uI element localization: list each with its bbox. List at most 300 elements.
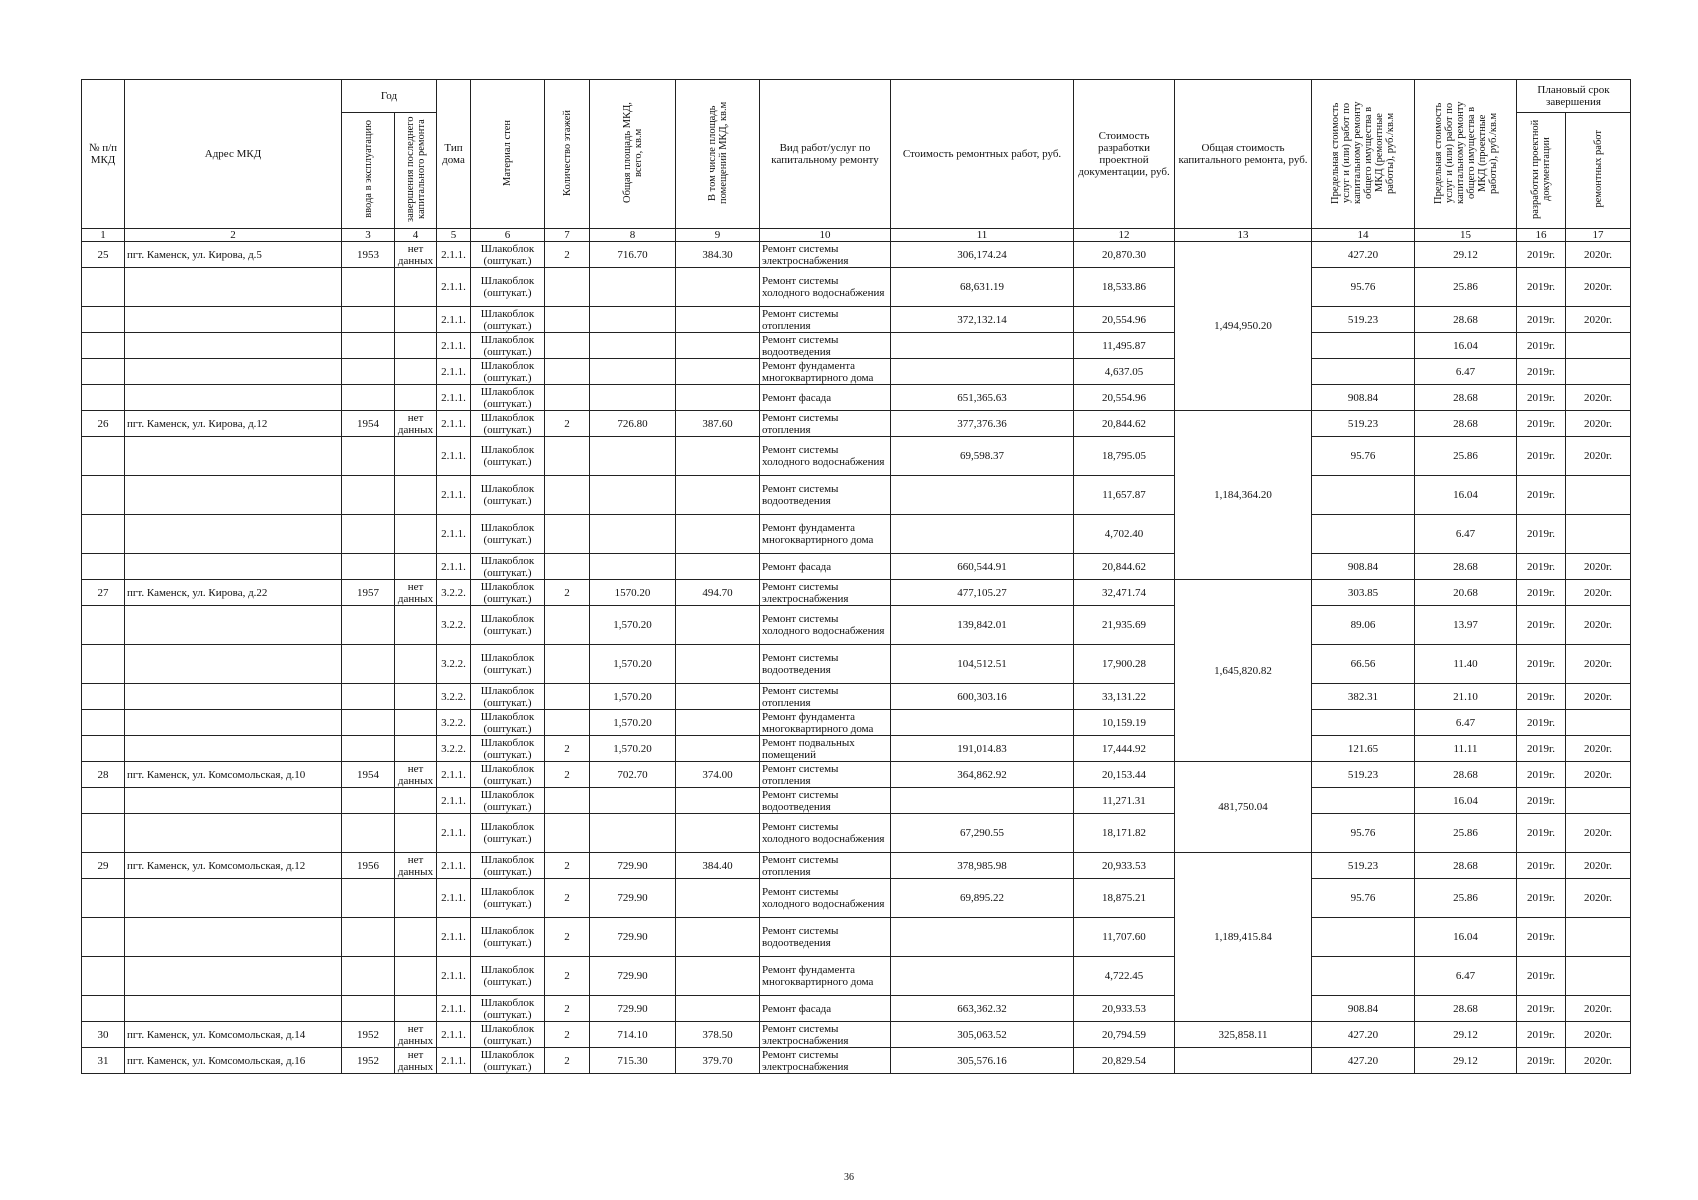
cell-repair-cost: 69,598.37 <box>891 437 1074 476</box>
cell-total-area <box>590 788 676 814</box>
cell-repair-cost: 191,014.83 <box>891 736 1074 762</box>
cell-limit-repair <box>1312 710 1415 736</box>
cell-house-type: 2.1.1. <box>437 957 471 996</box>
table-row <box>82 385 1631 411</box>
cell-limit-design: 25.86 <box>1415 268 1517 307</box>
col-header-design-cost: Стоимость разработки проектной документации, руб. <box>1074 80 1175 229</box>
cell-row-number <box>82 268 125 307</box>
cell-house-type: 2.1.1. <box>437 918 471 957</box>
cell-plan-design: 2019г. <box>1517 957 1566 996</box>
col-header-plan-design: разработки проектной документации <box>1517 113 1566 229</box>
cell-year-last-repair <box>395 606 437 645</box>
cell-work-type: Ремонт фундамента многоквартирного дома <box>760 710 891 736</box>
table-row <box>82 1022 1631 1048</box>
cell-address <box>125 268 342 307</box>
cell-year-commissioned <box>342 918 395 957</box>
table-row <box>82 268 1631 307</box>
cell-limit-design: 25.86 <box>1415 814 1517 853</box>
column-number: 9 <box>676 229 760 242</box>
cell-design-cost: 20,554.96 <box>1074 307 1175 333</box>
cell-plan-design: 2019г. <box>1517 814 1566 853</box>
table-row <box>82 762 1631 788</box>
cell-premises-area <box>676 736 760 762</box>
cell-floors: 2 <box>545 918 590 957</box>
cell-year-commissioned <box>342 788 395 814</box>
cell-floors: 2 <box>545 996 590 1022</box>
cell-row-number <box>82 333 125 359</box>
cell-premises-area <box>676 996 760 1022</box>
cell-work-type: Ремонт системы холодного водоснабжения <box>760 268 891 307</box>
cell-floors: 2 <box>545 762 590 788</box>
cell-design-cost: 20,829.54 <box>1074 1048 1175 1074</box>
cell-floors <box>545 645 590 684</box>
cell-repair-cost <box>891 918 1074 957</box>
cell-total-cost: 1,189,415.84 <box>1175 853 1312 1022</box>
cell-plan-design: 2019г. <box>1517 242 1566 268</box>
cell-year-last-repair <box>395 645 437 684</box>
cell-limit-design: 6.47 <box>1415 359 1517 385</box>
cell-row-number <box>82 736 125 762</box>
cell-design-cost: 20,554.96 <box>1074 385 1175 411</box>
cell-repair-cost <box>891 476 1074 515</box>
cell-year-last-repair <box>395 437 437 476</box>
column-number-row <box>82 229 1631 242</box>
table-row <box>82 853 1631 879</box>
cell-address <box>125 385 342 411</box>
cell-work-type: Ремонт системы холодного водоснабжения <box>760 437 891 476</box>
cell-row-number <box>82 606 125 645</box>
cell-plan-repair: 2020г. <box>1566 736 1631 762</box>
cell-row-number <box>82 515 125 554</box>
cell-floors: 2 <box>545 879 590 918</box>
table-row <box>82 359 1631 385</box>
cell-wall-material: Шлакоблок (оштукат.) <box>471 957 545 996</box>
cell-wall-material: Шлакоблок (оштукат.) <box>471 606 545 645</box>
cell-premises-area <box>676 918 760 957</box>
cell-house-type: 2.1.1. <box>437 996 471 1022</box>
cell-limit-repair: 908.84 <box>1312 385 1415 411</box>
cell-row-number <box>82 359 125 385</box>
cell-address: пгт. Каменск, ул. Комсомольская, д.16 <box>125 1048 342 1074</box>
cell-plan-repair <box>1566 515 1631 554</box>
cell-address: пгт. Каменск, ул. Кирова, д.22 <box>125 580 342 606</box>
cell-year-last-repair <box>395 710 437 736</box>
table-row <box>82 736 1631 762</box>
cell-plan-repair: 2020г. <box>1566 580 1631 606</box>
cell-repair-cost: 306,174.24 <box>891 242 1074 268</box>
cell-premises-area <box>676 957 760 996</box>
cell-address <box>125 476 342 515</box>
col-header-work-type: Вид работ/услуг по капитальному ремонту <box>760 80 891 229</box>
cell-year-commissioned <box>342 684 395 710</box>
cell-year-last-repair: нет данных <box>395 1048 437 1074</box>
cell-address <box>125 918 342 957</box>
cell-limit-repair: 519.23 <box>1312 853 1415 879</box>
cell-year-commissioned <box>342 515 395 554</box>
cell-repair-cost: 372,132.14 <box>891 307 1074 333</box>
cell-address <box>125 996 342 1022</box>
cell-repair-cost: 477,105.27 <box>891 580 1074 606</box>
cell-work-type: Ремонт системы водоотведения <box>760 645 891 684</box>
cell-limit-design: 29.12 <box>1415 1022 1517 1048</box>
cell-design-cost: 11,657.87 <box>1074 476 1175 515</box>
cell-plan-repair <box>1566 918 1631 957</box>
table-row <box>82 554 1631 580</box>
cell-design-cost: 18,533.86 <box>1074 268 1175 307</box>
cell-limit-repair <box>1312 918 1415 957</box>
col-header-plan-group: Плановый срок завершения <box>1517 80 1631 113</box>
cell-design-cost: 20,844.62 <box>1074 411 1175 437</box>
cell-address <box>125 814 342 853</box>
cell-year-last-repair: нет данных <box>395 580 437 606</box>
cell-plan-repair: 2020г. <box>1566 606 1631 645</box>
column-number: 2 <box>125 229 342 242</box>
cell-wall-material: Шлакоблок (оштукат.) <box>471 515 545 554</box>
cell-total-area: 726.80 <box>590 411 676 437</box>
cell-limit-design: 29.12 <box>1415 1048 1517 1074</box>
cell-premises-area <box>676 554 760 580</box>
cell-work-type: Ремонт системы холодного водоснабжения <box>760 879 891 918</box>
table-row <box>82 645 1631 684</box>
cell-work-type: Ремонт фундамента многоквартирного дома <box>760 359 891 385</box>
cell-repair-cost: 377,376.36 <box>891 411 1074 437</box>
cell-house-type: 2.1.1. <box>437 879 471 918</box>
cell-row-number: 28 <box>82 762 125 788</box>
cell-premises-area: 494.70 <box>676 580 760 606</box>
cell-limit-repair: 303.85 <box>1312 580 1415 606</box>
cell-plan-design: 2019г. <box>1517 853 1566 879</box>
cell-address: пгт. Каменск, ул. Кирова, д.5 <box>125 242 342 268</box>
col-header-house-type: Тип дома <box>437 80 471 229</box>
cell-plan-design: 2019г. <box>1517 996 1566 1022</box>
cell-floors <box>545 515 590 554</box>
cell-repair-cost: 139,842.01 <box>891 606 1074 645</box>
cell-limit-repair: 427.20 <box>1312 1022 1415 1048</box>
cell-limit-repair: 427.20 <box>1312 242 1415 268</box>
cell-house-type: 3.2.2. <box>437 736 471 762</box>
cell-work-type: Ремонт системы электроснабжения <box>760 1048 891 1074</box>
col-header-repair-cost: Стоимость ремонтных работ, руб. <box>891 80 1074 229</box>
cell-floors <box>545 554 590 580</box>
cell-repair-cost: 69,895.22 <box>891 879 1074 918</box>
cell-repair-cost <box>891 710 1074 736</box>
cell-total-cost: 1,645,820.82 <box>1175 580 1312 762</box>
cell-plan-design: 2019г. <box>1517 918 1566 957</box>
cell-work-type: Ремонт системы электроснабжения <box>760 1022 891 1048</box>
column-number: 6 <box>471 229 545 242</box>
cell-floors: 2 <box>545 580 590 606</box>
cell-year-commissioned: 1952 <box>342 1022 395 1048</box>
cell-row-number <box>82 879 125 918</box>
column-number: 5 <box>437 229 471 242</box>
table-row <box>82 710 1631 736</box>
cell-house-type: 2.1.1. <box>437 554 471 580</box>
cell-limit-design: 28.68 <box>1415 307 1517 333</box>
cell-repair-cost: 104,512.51 <box>891 645 1074 684</box>
cell-plan-repair: 2020г. <box>1566 684 1631 710</box>
cell-total-area <box>590 333 676 359</box>
cell-house-type: 2.1.1. <box>437 814 471 853</box>
cell-limit-design: 6.47 <box>1415 957 1517 996</box>
table-row <box>82 411 1631 437</box>
cell-plan-design: 2019г. <box>1517 1022 1566 1048</box>
header-row-top <box>82 80 1631 113</box>
page-number: 36 <box>844 1172 854 1183</box>
cell-work-type: Ремонт системы отопления <box>760 411 891 437</box>
cell-floors: 2 <box>545 736 590 762</box>
cell-total-area <box>590 268 676 307</box>
cell-plan-repair: 2020г. <box>1566 411 1631 437</box>
cell-premises-area <box>676 437 760 476</box>
cell-work-type: Ремонт системы отопления <box>760 762 891 788</box>
cell-work-type: Ремонт фасада <box>760 385 891 411</box>
cell-total-area <box>590 515 676 554</box>
cell-address: пгт. Каменск, ул. Комсомольская, д.12 <box>125 853 342 879</box>
cell-year-commissioned <box>342 645 395 684</box>
cell-repair-cost: 600,303.16 <box>891 684 1074 710</box>
cell-floors <box>545 814 590 853</box>
cell-premises-area <box>676 710 760 736</box>
cell-year-commissioned <box>342 957 395 996</box>
cell-total-area: 1,570.20 <box>590 606 676 645</box>
cell-limit-repair <box>1312 788 1415 814</box>
cell-house-type: 2.1.1. <box>437 359 471 385</box>
table-row <box>82 1048 1631 1074</box>
cell-year-commissioned <box>342 606 395 645</box>
cell-work-type: Ремонт системы холодного водоснабжения <box>760 814 891 853</box>
cell-wall-material: Шлакоблок (оштукат.) <box>471 710 545 736</box>
cell-floors <box>545 385 590 411</box>
cell-design-cost: 4,722.45 <box>1074 957 1175 996</box>
cell-total-cost: 1,184,364.20 <box>1175 411 1312 580</box>
cell-design-cost: 11,495.87 <box>1074 333 1175 359</box>
cell-plan-repair: 2020г. <box>1566 814 1631 853</box>
table-row <box>82 580 1631 606</box>
cell-premises-area: 387.60 <box>676 411 760 437</box>
cell-limit-design: 28.68 <box>1415 385 1517 411</box>
cell-total-area: 715.30 <box>590 1048 676 1074</box>
cell-design-cost: 20,844.62 <box>1074 554 1175 580</box>
cell-total-area: 729.90 <box>590 853 676 879</box>
cell-design-cost: 21,935.69 <box>1074 606 1175 645</box>
cell-row-number <box>82 476 125 515</box>
cell-work-type: Ремонт фасада <box>760 554 891 580</box>
table-row <box>82 957 1631 996</box>
cell-year-commissioned <box>342 268 395 307</box>
cell-plan-repair: 2020г. <box>1566 996 1631 1022</box>
column-number: 7 <box>545 229 590 242</box>
cell-plan-repair: 2020г. <box>1566 1048 1631 1074</box>
cell-wall-material: Шлакоблок (оштукат.) <box>471 762 545 788</box>
cell-limit-design: 16.04 <box>1415 918 1517 957</box>
cell-plan-design: 2019г. <box>1517 684 1566 710</box>
cell-limit-repair: 382.31 <box>1312 684 1415 710</box>
col-header-wall-material: Материал стен <box>471 80 545 229</box>
cell-floors <box>545 359 590 385</box>
cell-year-last-repair <box>395 957 437 996</box>
cell-wall-material: Шлакоблок (оштукат.) <box>471 307 545 333</box>
cell-limit-repair: 427.20 <box>1312 1048 1415 1074</box>
cell-limit-repair: 519.23 <box>1312 762 1415 788</box>
cell-year-commissioned: 1954 <box>342 762 395 788</box>
cell-design-cost: 4,702.40 <box>1074 515 1175 554</box>
cell-work-type: Ремонт системы отопления <box>760 853 891 879</box>
table-row <box>82 996 1631 1022</box>
cell-total-area: 716.70 <box>590 242 676 268</box>
cell-plan-design: 2019г. <box>1517 580 1566 606</box>
cell-premises-area <box>676 814 760 853</box>
cell-plan-design: 2019г. <box>1517 515 1566 554</box>
cell-plan-design: 2019г. <box>1517 476 1566 515</box>
cell-house-type: 2.1.1. <box>437 788 471 814</box>
cell-year-last-repair <box>395 554 437 580</box>
cell-total-area <box>590 476 676 515</box>
cell-house-type: 2.1.1. <box>437 515 471 554</box>
cell-address <box>125 359 342 385</box>
cell-repair-cost: 305,576.16 <box>891 1048 1074 1074</box>
cell-repair-cost <box>891 515 1074 554</box>
cell-premises-area <box>676 268 760 307</box>
cell-total-area <box>590 385 676 411</box>
cell-plan-design: 2019г. <box>1517 554 1566 580</box>
cell-wall-material: Шлакоблок (оштукат.) <box>471 814 545 853</box>
cell-repair-cost: 68,631.19 <box>891 268 1074 307</box>
cell-house-type: 2.1.1. <box>437 411 471 437</box>
cell-row-number <box>82 645 125 684</box>
cell-work-type: Ремонт системы электроснабжения <box>760 242 891 268</box>
cell-year-commissioned <box>342 476 395 515</box>
cell-row-number <box>82 385 125 411</box>
cell-wall-material: Шлакоблок (оштукат.) <box>471 359 545 385</box>
cell-row-number <box>82 918 125 957</box>
cell-limit-design: 28.68 <box>1415 853 1517 879</box>
cell-floors: 2 <box>545 242 590 268</box>
cell-wall-material: Шлакоблок (оштукат.) <box>471 736 545 762</box>
cell-house-type: 3.2.2. <box>437 645 471 684</box>
cell-year-commissioned <box>342 437 395 476</box>
cell-work-type: Ремонт системы отопления <box>760 307 891 333</box>
cell-plan-repair: 2020г. <box>1566 242 1631 268</box>
cell-limit-design: 11.11 <box>1415 736 1517 762</box>
cell-wall-material: Шлакоблок (оштукат.) <box>471 1048 545 1074</box>
cell-total-area <box>590 554 676 580</box>
cell-address: пгт. Каменск, ул. Кирова, д.12 <box>125 411 342 437</box>
cell-wall-material: Шлакоблок (оштукат.) <box>471 879 545 918</box>
table-row <box>82 684 1631 710</box>
cell-year-commissioned: 1957 <box>342 580 395 606</box>
cell-address <box>125 307 342 333</box>
col-header-total-area: Общая площадь МКД, всего, кв.м <box>590 80 676 229</box>
cell-premises-area <box>676 684 760 710</box>
cell-address <box>125 437 342 476</box>
cell-year-commissioned <box>342 307 395 333</box>
cell-design-cost: 20,933.53 <box>1074 996 1175 1022</box>
cell-design-cost: 18,875.21 <box>1074 879 1175 918</box>
cell-repair-cost <box>891 359 1074 385</box>
cell-limit-design: 11.40 <box>1415 645 1517 684</box>
cell-wall-material: Шлакоблок (оштукат.) <box>471 645 545 684</box>
cell-wall-material: Шлакоблок (оштукат.) <box>471 411 545 437</box>
cell-limit-repair <box>1312 515 1415 554</box>
cell-address <box>125 333 342 359</box>
cell-total-area: 1,570.20 <box>590 684 676 710</box>
cell-address <box>125 788 342 814</box>
cell-design-cost: 32,471.74 <box>1074 580 1175 606</box>
cell-limit-design: 20.68 <box>1415 580 1517 606</box>
col-header-plan-repair: ремонтных работ <box>1566 113 1631 229</box>
cell-year-last-repair <box>395 333 437 359</box>
cell-plan-repair <box>1566 710 1631 736</box>
cell-total-cost <box>1175 1048 1312 1074</box>
cell-plan-design: 2019г. <box>1517 879 1566 918</box>
cell-work-type: Ремонт системы водоотведения <box>760 788 891 814</box>
cell-plan-design: 2019г. <box>1517 788 1566 814</box>
cell-design-cost: 17,900.28 <box>1074 645 1175 684</box>
col-header-year-last-repair: завершения последнего капитального ремонта <box>395 113 437 229</box>
cell-row-number: 30 <box>82 1022 125 1048</box>
cell-floors <box>545 710 590 736</box>
cell-address <box>125 957 342 996</box>
table-row <box>82 879 1631 918</box>
column-number: 1 <box>82 229 125 242</box>
column-number: 12 <box>1074 229 1175 242</box>
col-header-number: № п/п МКД <box>82 80 125 229</box>
cell-limit-design: 6.47 <box>1415 515 1517 554</box>
cell-total-area: 1,570.20 <box>590 710 676 736</box>
cell-house-type: 2.1.1. <box>437 385 471 411</box>
cell-year-last-repair <box>395 268 437 307</box>
cell-row-number <box>82 437 125 476</box>
cell-year-last-repair <box>395 359 437 385</box>
cell-premises-area <box>676 359 760 385</box>
cell-house-type: 3.2.2. <box>437 580 471 606</box>
cell-total-area: 1,570.20 <box>590 645 676 684</box>
cell-house-type: 2.1.1. <box>437 1048 471 1074</box>
cell-limit-repair: 908.84 <box>1312 996 1415 1022</box>
cell-year-commissioned <box>342 333 395 359</box>
cell-plan-repair: 2020г. <box>1566 437 1631 476</box>
cell-plan-repair <box>1566 359 1631 385</box>
cell-house-type: 2.1.1. <box>437 268 471 307</box>
cell-year-last-repair <box>395 814 437 853</box>
cell-year-last-repair: нет данных <box>395 411 437 437</box>
cell-plan-repair: 2020г. <box>1566 1022 1631 1048</box>
column-number: 8 <box>590 229 676 242</box>
cell-year-last-repair <box>395 996 437 1022</box>
column-number: 4 <box>395 229 437 242</box>
cell-row-number <box>82 554 125 580</box>
cell-wall-material: Шлакоблок (оштукат.) <box>471 268 545 307</box>
cell-design-cost: 10,159.19 <box>1074 710 1175 736</box>
cell-year-last-repair <box>395 385 437 411</box>
cell-premises-area <box>676 879 760 918</box>
cell-plan-design: 2019г. <box>1517 736 1566 762</box>
column-number: 16 <box>1517 229 1566 242</box>
col-header-premises-area: В том числе площадь помещений МКД, кв.м <box>676 80 760 229</box>
cell-plan-repair <box>1566 788 1631 814</box>
cell-year-commissioned <box>342 710 395 736</box>
cell-total-cost: 1,494,950.20 <box>1175 242 1312 411</box>
cell-floors: 2 <box>545 1048 590 1074</box>
cell-plan-repair <box>1566 476 1631 515</box>
cell-limit-repair <box>1312 957 1415 996</box>
cell-total-area <box>590 307 676 333</box>
cell-plan-repair: 2020г. <box>1566 385 1631 411</box>
cell-total-area: 1570.20 <box>590 580 676 606</box>
cell-limit-repair <box>1312 359 1415 385</box>
col-header-limit-design: Предельная стоимость услуг и (или) работ по капитальному ремонту общего имущества в МКД (проектные работы), руб./кв.м <box>1415 80 1517 229</box>
cell-year-commissioned <box>342 554 395 580</box>
